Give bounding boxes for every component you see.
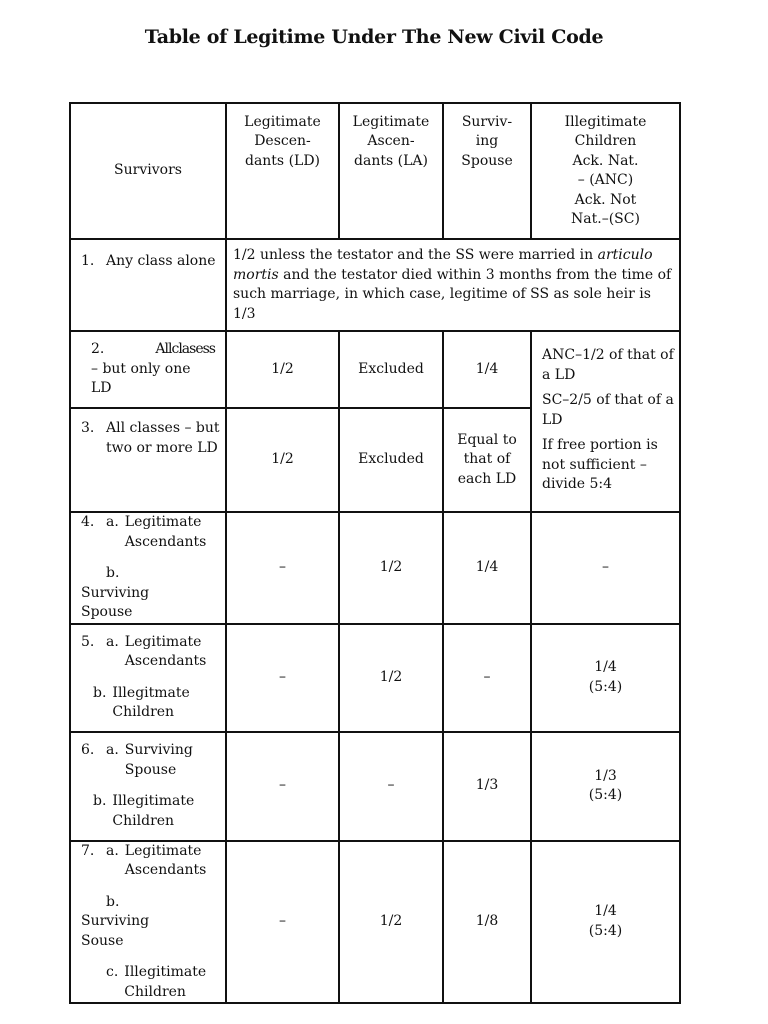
row-4-label: 4. a. Legitimate Ascendants b.Surviving Spouse — [70, 512, 226, 624]
table-row — [70, 841, 680, 1004]
row-7-ic: 1/4 (5:4) — [531, 841, 680, 1004]
row-4-ss: 1/4 — [443, 512, 531, 624]
row-4-ld: – — [226, 512, 339, 624]
header-survivors: Survivors — [70, 103, 226, 239]
row-3-ss: Equal to that of each LD — [443, 408, 531, 512]
table-row — [70, 331, 680, 408]
table-row — [70, 512, 680, 624]
table-row — [70, 624, 680, 732]
row-6-ss: 1/3 — [443, 732, 531, 841]
row-5-ic: 1/4 (5:4) — [531, 624, 680, 732]
row-2-la: Excluded — [339, 331, 443, 408]
row-1-label: 1. Any class alone — [70, 239, 226, 331]
row-7-ld: – — [226, 841, 339, 1004]
row-6-ic: 1/3 (5:4) — [531, 732, 680, 841]
header-legitimate-descendants: Legitimate Descen- dants (LD) — [226, 103, 339, 239]
row-7-la: 1/2 — [339, 841, 443, 1004]
row-6-label: 6. a. Surviving Spouse b. Illegitimate Children — [70, 732, 226, 841]
rows-2-3-illegitimate: ANC–1/2 of that of a LD SC–2/5 of that of a LD If free portion is not sufficient – divide 5:4 — [531, 331, 680, 512]
row-7-ss: 1/8 — [443, 841, 531, 1004]
row-4-la: 1/2 — [339, 512, 443, 624]
header-legitimate-ascendants: Legitimate Ascen- dants (LA) — [339, 103, 443, 239]
row-3-ld: 1/2 — [226, 408, 339, 512]
row-2-ss: 1/4 — [443, 331, 531, 408]
header-row — [70, 103, 680, 239]
row-5-ld: – — [226, 624, 339, 732]
row-4-ic: – — [531, 512, 680, 624]
header-surviving-spouse: Surviv- ing Spouse — [443, 103, 531, 239]
table-row — [70, 239, 680, 331]
row-3-label: 3. All classes – but two or more LD — [70, 408, 226, 512]
row-5-la: 1/2 — [339, 624, 443, 732]
legitime-table — [69, 102, 681, 1004]
row-6-ld: – — [226, 732, 339, 841]
row-2-label: 2. Allclasess – but only one LD — [70, 331, 226, 408]
row-5-label: 5. a. Legitimate Ascendants b. Illegitmate Children — [70, 624, 226, 732]
row-5-ss: – — [443, 624, 531, 732]
header-illegitimate-children: Illegitimate Children Ack. Nat. – (ANC) Ack. Not Nat.–(SC) — [531, 103, 680, 239]
page-title: Table of Legitime Under The New Civil Code — [144, 26, 604, 48]
row-7-label: 7. a. Legitimate Ascendants b.Surviving Souse c. Illegitimate Children — [70, 841, 226, 1004]
row-6-la: – — [339, 732, 443, 841]
row-2-ld: 1/2 — [226, 331, 339, 408]
row-3-la: Excluded — [339, 408, 443, 512]
table-row — [70, 732, 680, 841]
row-1-text: 1/2 unless the testator and the SS were married in articulo mortis and the testator died within 3 months from the time of such marriage, in which case, legitime of SS as sole heir is 1/3 — [226, 239, 680, 331]
